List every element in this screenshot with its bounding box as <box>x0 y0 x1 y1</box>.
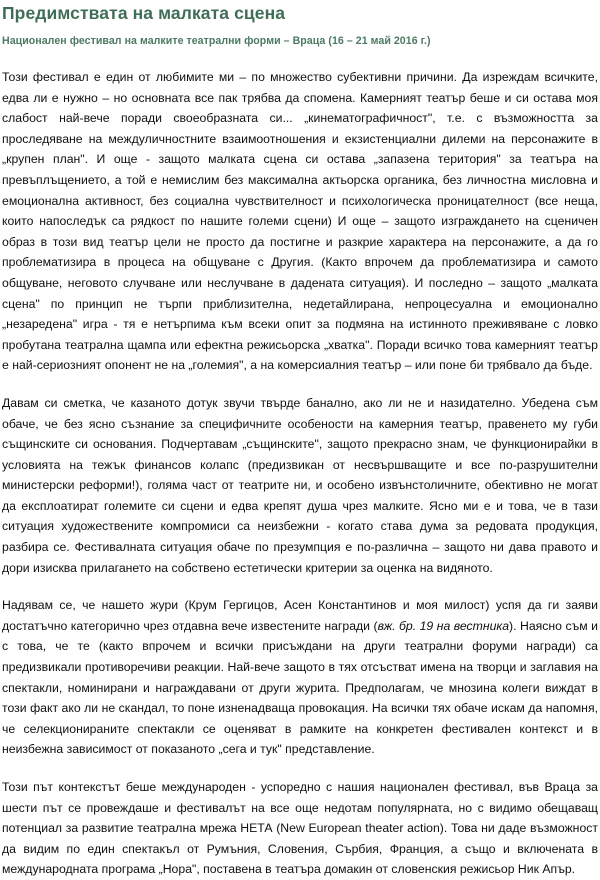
page-subtitle: Национален фестивал на малките театрални форми – Враца (16 – 21 май 2016 г.) <box>2 35 431 47</box>
article-paragraph-3 <box>2 595 598 760</box>
article-paragraph-1: Този фестивал е един от любимите ми – по множество субективни причини. Да изреждам всичките, едва ли е нужно – но основната все пак трябва да спомена. Камерният театър беше и си остава моя слабост най-вече поради своеобразната си... „кинематографичност", т.е. с възможността за проследяване на междуличностните взаимоотношения и екзистенциални дилеми на персонажите в „крупен план". И още - защото малката сцена си остава „запазена територия" за театъра на превъплъщението, а той е немислим без максимална актьорска органика, без личностна мисловна и емоционална активност, без социална чувствителност и психологическа проницателност (все неща, които напоследък са рядкост по нашите големи сцени) И още – защото изграждането на сценичен образ в този вид театър цели не просто да постигне и разкрие характера на персонажите, а да го проблематизира в процеса на общуване с Другия. (Както впрочем да проблематизира и самото общуване, неговото случване или неслучване в дадената ситуация). И последно – защото „малката сцена" по принцип не търпи приблизителна, недетайлирана, непроцесуална и емоционално „незаредена" игра - тя е нетърпима към всеки опит за подмяна на истинното преживяване с ловко пробутана театрална щампа или ефектна режисьорска „хватка". Поради всичко това камерният театър е най-сериозният опонент не на „големия", а на комерсиалния театър – или поне би трябвало да бъде. <box>2 70 598 373</box>
article-paragraph-2: Давам си сметка, че казаното дотук звучи твърде банално, ако ли не и назидателно. Убедена съм обаче, че без ясно съзнание за специфичните особености на камерния театър, правенето му губи същинските си основания. Подчертавам „същинските", защото прекрасно знам, че функционирайки в условията на тежък финансов колапс (предизвикан от несвършващите и все по-разрушителни министерски реформи!), голяма част от театрите ни, и особено извънстоличните, обективно не могат да експлоатират големите си сцени и едва крепят душа чрез малките. Ясно ми е и това, че в тази ситуация художествените компромиси са неизбежни - когато става дума за редовата продукция, разбира се. Фестивалната ситуация обаче по презумпция е по-различна – защото ни дава правото и дори изисква прилагането на собствено естетически критерии за оценка на видяното. <box>2 395 598 575</box>
page-title: Предимствата на малката сцена <box>2 3 286 23</box>
article-paragraph-4: Този път контекстът беше международен - успоредно с нашия национален фестивал, във Враца за шести път се провеждаше и фестивалът на все още недотам популярната, но с видимо обещаващ потенциал за развитие театрална мрежа НЕТА (New European theater action). Това ни даде възможност да видим по един спектакъл от Румъния, Словения, Сърбия, Франция, а също и включената в международната програма „Нора", поставена в театъра домакин от словенския режисьор Ник Апър. <box>2 780 598 877</box>
article-body <box>2 48 598 880</box>
paragraph-3-citation-italic: вж. бр. 19 на вестника <box>377 618 510 633</box>
paragraph-3-segment-lead: Надявам се, че нашето жури (Крум Гергицов, Асен Константинов и моя милост) успя да ги заяви достатъчно категорично чрез отдавна вече известените награди ( <box>2 598 598 633</box>
paragraph-3-segment-tail: ). Наясно съм и с това, че те (както впрочем и всички присъждани на други театрални форуми награди) са предизвикали противоречиви реакции. Най-вече защото в тях отсъстват имена на творци и заглавия на спектакли, номинирани и награждавани от други журита. Предполагам, че мнозина колеги виждат в този факт ако ли не скандал, то поне изненадваща провокация. На всички тях обаче искам да напомня, че селекционираните спектакли се оценяват в рамките на конкретен фестивален контекст и в неизбежна зависимост от показаното „сега и тук" представление. <box>2 618 598 757</box>
